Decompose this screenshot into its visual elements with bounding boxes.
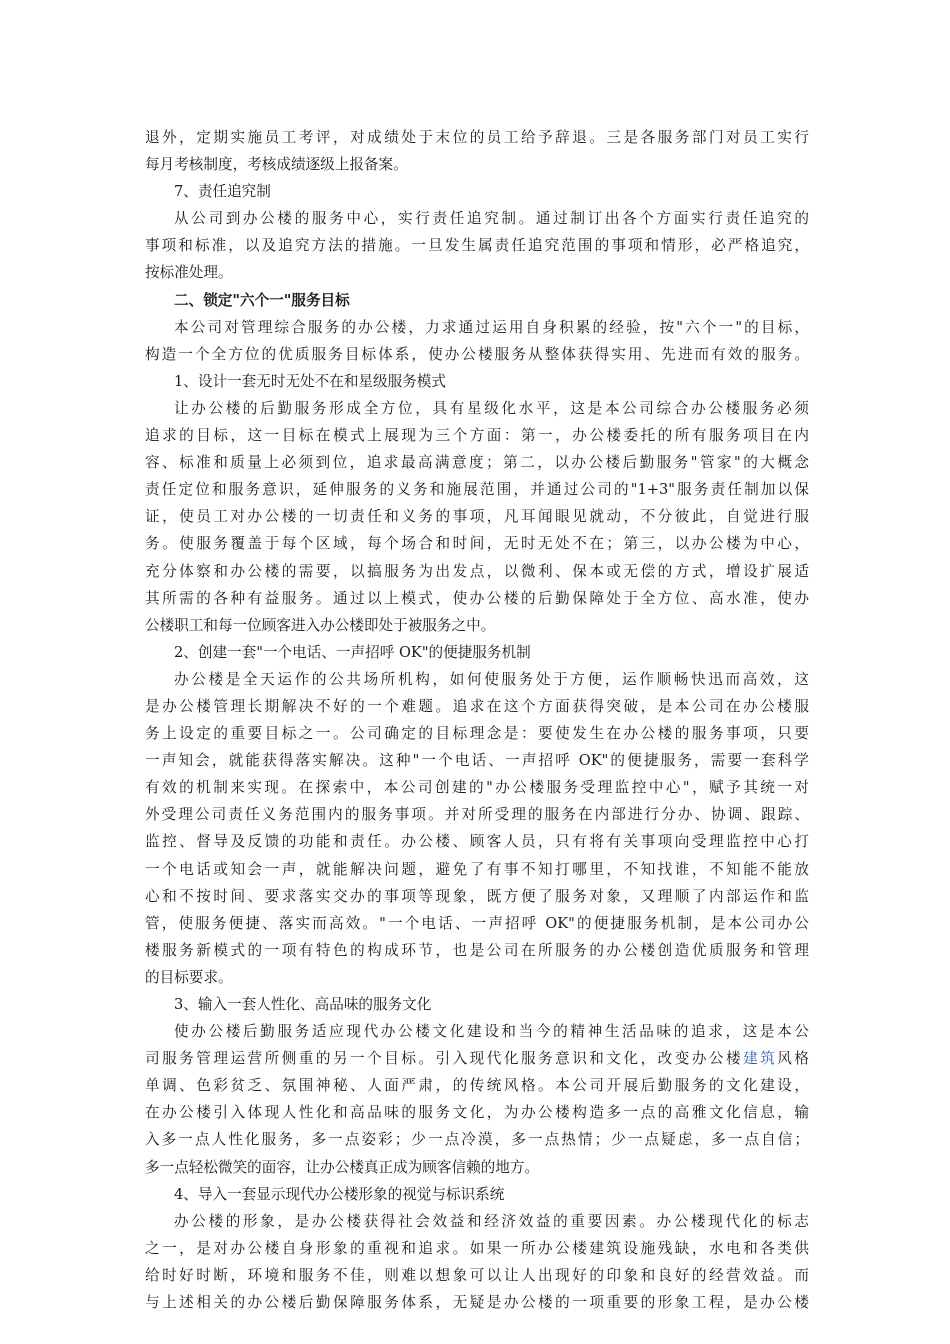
body-text-line: 证，使员工对办公楼的一切责任和义务的事项，凡耳闻眼见就动，不分彼此，自觉进行服 [145, 508, 809, 526]
body-text-segment: 司服务管理运营所侧重的另一个目标。引入现代化服务意识和文化，改变办公楼 [145, 1050, 744, 1068]
body-text-line: 多一点轻松微笑的面容，让办公楼真正成为顾客信赖的地方。 [145, 1158, 540, 1176]
body-text-line: 有效的机制来实现。在探索中，本公司创建的"办公楼服务受理监控中心"，赋予其统一对 [145, 779, 809, 797]
body-text-line: 让办公楼的后勤服务形成全方位，具有星级化水平，这是本公司综合办公楼服务必须 [174, 399, 809, 417]
body-text-line: 每月考核制度，考核成绩逐级上报备案。 [145, 156, 408, 174]
body-text-line: 公楼职工和每一位顾客进入办公楼即处于被服务之中。 [145, 616, 496, 634]
body-text-line: 退外，定期实施员工考评，对成绩处于末位的员工给予辞退。三是各服务部门对员工实行 [145, 129, 809, 146]
body-text-line: 在办公楼引入体现人性化和高品味的服务文化，为办公楼构造多一点的高雅文化信息，输 [145, 1104, 809, 1122]
subheading-1: 1、设计一套无时无处不在和星级服务模式 [174, 372, 446, 390]
body-text-line: 追求的目标，这一目标在模式上展现为三个方面：第一，办公楼委托的所有服务项目在内 [145, 427, 809, 445]
body-text-segment: 风格 [777, 1050, 809, 1068]
body-text-line: 充分体察和办公楼的需要，以搞服务为出发点，以微利、保本或无偿的方式，增设扩展适 [145, 562, 809, 580]
body-text-line: 其所需的各种有益服务。通过以上模式，使办公楼的后勤保障处于全方位、高水准，使办 [145, 589, 809, 607]
body-text-line: 事项和标准，以及追究方法的措施。一旦发生属责任追究范围的事项和情形，必严格追究， [145, 237, 809, 255]
body-text-line: 一声知会，就能获得落实解决。这种"一个电话、一声招呼 OK"的便捷服务，需要一套科学 [145, 752, 809, 770]
body-text-line: 心和不按时间、要求落实交办的事项等现象，既方便了服务对象，又理顺了内部运作和监 [145, 887, 809, 905]
subheading-7: 7、责任追究制 [174, 183, 271, 201]
body-text-line: 务上设定的重要目标之一。公司确定的目标理念是：要使发生在办公楼的服务事项，只要 [145, 725, 809, 743]
body-text-line: 的目标要求。 [145, 968, 233, 986]
body-text-line: 使办公楼后勤服务适应现代办公楼文化建设和当今的精神生活品味的追求，这是本公 [174, 1023, 809, 1041]
body-text-line: 给时好时断，环境和服务不佳，则难以想象可以让人出现好的印象和良好的经营效益。而 [145, 1266, 809, 1284]
body-text-line: 监控、督导及反馈的功能和责任。办公楼、顾客人员，只有将有关事项向受理监控中心打 [145, 833, 809, 851]
body-text-line: 入多一点人性化服务，多一点姿彩；少一点冷漠，多一点热情；少一点疑虑，多一点自信； [145, 1131, 809, 1149]
subheading-3: 3、输入一套人性化、高品味的服务文化 [174, 996, 432, 1013]
body-text-line: 责任定位和服务意识，延伸服务的义务和施展范围，并通过公司的"1+3"服务责任制加以保 [145, 481, 809, 499]
body-text-line: 管，使服务便捷、落实而高效。"一个电话、一声招呼 OK"的便捷服务机制，是本公司办公 [145, 914, 809, 932]
body-text-line-with-link [145, 1045, 809, 1072]
body-text-line: 与上述相关的办公楼后勤保障服务体系，无疑是办公楼的一项重要的形象工程，是办公楼 [145, 1294, 809, 1312]
body-text-line: 之一，是对办公楼自身形象的重视和追求。如果一所办公楼建筑设施残缺，水电和各类供 [145, 1239, 809, 1257]
body-text-line: 构造一个全方位的优质服务目标体系，使办公楼服务从整体获得实用、先进而有效的服务。 [145, 345, 809, 363]
body-text-line: 容、标准和质量上必须到位，追求最高满意度；第二，以办公楼后勤服务"管家"的大概念 [145, 454, 809, 472]
section-title: 二、锁定"六个一"服务目标 [174, 291, 350, 309]
body-text-line: 一个电话或知会一声，就能解决问题，避免了有事不知打哪里，不知找谁，不知能不能放 [145, 860, 809, 878]
body-text-line: 是办公楼管理长期解决不好的一个难题。追求在这个方面获得突破，是本公司在办公楼服 [145, 697, 809, 715]
architecture-link[interactable]: 建筑 [743, 1050, 778, 1068]
subheading-2: 2、创建一套"一个电话、一声招呼 OK"的便捷服务机制 [174, 643, 531, 661]
body-text-line: 外受理公司责任义务范围内的服务事项。并对所受理的服务在内部进行分办、协调、跟踪、 [145, 806, 809, 824]
body-text-line: 办公楼的形象，是办公楼获得社会效益和经济效益的重要因素。办公楼现代化的标志 [174, 1212, 809, 1230]
body-text-line: 务。使服务覆盖于每个区域，每个场合和时间，无时无处不在；第三，以办公楼为中心， [145, 535, 809, 553]
subheading-4: 4、导入一套显示现代办公楼形象的视觉与标识系统 [174, 1185, 505, 1203]
body-text-line: 楼服务新模式的一项有特色的构成环节，也是公司在所服务的办公楼创造优质服务和管理 [145, 941, 809, 959]
body-text-line: 从公司到办公楼的服务中心，实行责任追究制。通过制订出各个方面实行责任追究的 [174, 210, 809, 228]
body-text-line: 本公司对管理综合服务的办公楼，力求通过运用自身积累的经验，按"六个一"的目标， [174, 318, 809, 336]
body-text-line: 单调、色彩贫乏、氛围神秘、人面严肃，的传统风格。本公司开展后勤服务的文化建设， [145, 1077, 809, 1095]
body-text-line: 按标准处理。 [145, 264, 233, 282]
document-page [145, 124, 809, 1316]
body-text-line: 办公楼是全天运作的公共场所机构，如何使服务处于方便，运作顺畅快迅而高效，这 [174, 670, 809, 688]
